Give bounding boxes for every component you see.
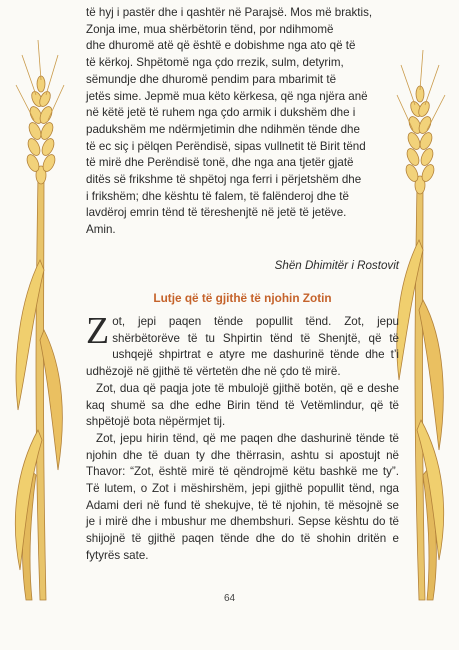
page-number: 64 bbox=[223, 593, 236, 604]
paragraph bbox=[86, 310, 399, 381]
paragraph: Zot, dua që paqja jote të mbulojë gjithë botën, që e deshe kaq shumë sa dhe edhe Birin tënd të Vetëmlindur, që të shpëtojë bota nëpërmjet tij. bbox=[86, 381, 399, 429]
text-line: në këtë jetë të ruhem nga çdo armik i dukshëm dhe i bbox=[86, 106, 356, 120]
text-line: të kërkoj. Shpëtomë nga çdo rrezik, sulm, detyrim, bbox=[86, 56, 344, 70]
text-line: Zonja ime, mua shërbëtorin tënd, por ndihmomë bbox=[86, 22, 334, 36]
text-line: sëmundje dhe dhuromë pendim para mbarimit të bbox=[86, 72, 337, 86]
text-line: Amin. bbox=[86, 223, 116, 237]
text-line: lavdëroj emrin tënd të tëreshenjtë në jetë të jetëve. bbox=[86, 206, 347, 220]
paragraph: Zot, jepu hirin tënd, që me paqen dhe dashurinë tënde të njohin dhe të duan ty dhe thërrasin, ashtu si apostujt në Thavor: “Zot, është mirë të qëndrojmë këtu bashkë me ty”. Të lutem, o Zot i mëshirshëm, jepi gjithë popullit tënd, nga Adami deri në fund të shekujve, të të njohin, të mësojnë se je i mirë dhe i mbushur me dhembshuri. Sepse kështu do të shijojnë të gjithë paqen tënde dhe do të shohin dritën e fytyrës sate. bbox=[86, 431, 399, 562]
drop-cap: Z bbox=[86, 310, 110, 352]
wheat-stalk-left-illustration bbox=[0, 0, 80, 650]
text-line: të mirë dhe Perëndisë tonë, dhe nga ana tjetër gjatë bbox=[86, 156, 354, 170]
text-line: ditës së frikshme të shpëtoj nga ferri i përjetshëm dhe bbox=[86, 173, 362, 187]
author-signature: Shën Dhimitër i Rostovit bbox=[274, 259, 399, 272]
section-heading: Lutje që të gjithë të njohin Zotin bbox=[153, 291, 332, 305]
text-line: të hyj i pastër dhe i qashtër në Parajsë. Mos më braktis, bbox=[86, 6, 373, 19]
text-line: dhe dhuromë atë që është e dobishme nga ato që të bbox=[86, 39, 356, 53]
prayer-continuation-text bbox=[86, 5, 399, 239]
text-line: të ec siç i pëlqen Perëndisë, sipas vullnetit të Birit tënd bbox=[86, 139, 366, 153]
paragraph-text: ot, jepi paqen tënde popullit tënd. Zot, jepu shërbëtorëve të tu Shpirtin tënd të Shenjtë, që të ushqejë shpirtrat e atyre me dashurinë tënde dhe t’i udhëzojë në gjithë të vërtetën dhe në çdo të mirë. bbox=[86, 315, 399, 379]
text-line: jetës sime. Jepmë mua këto kërkesa, që nga njëra anë bbox=[86, 89, 368, 103]
text-line: i frikshëm; dhe kështu të falem, të falënderoj dhe të bbox=[86, 189, 349, 203]
text-line: padukshëm me ndërmjetimin dhe ndihmën tënde dhe bbox=[86, 122, 360, 136]
prayer-text bbox=[86, 310, 399, 565]
